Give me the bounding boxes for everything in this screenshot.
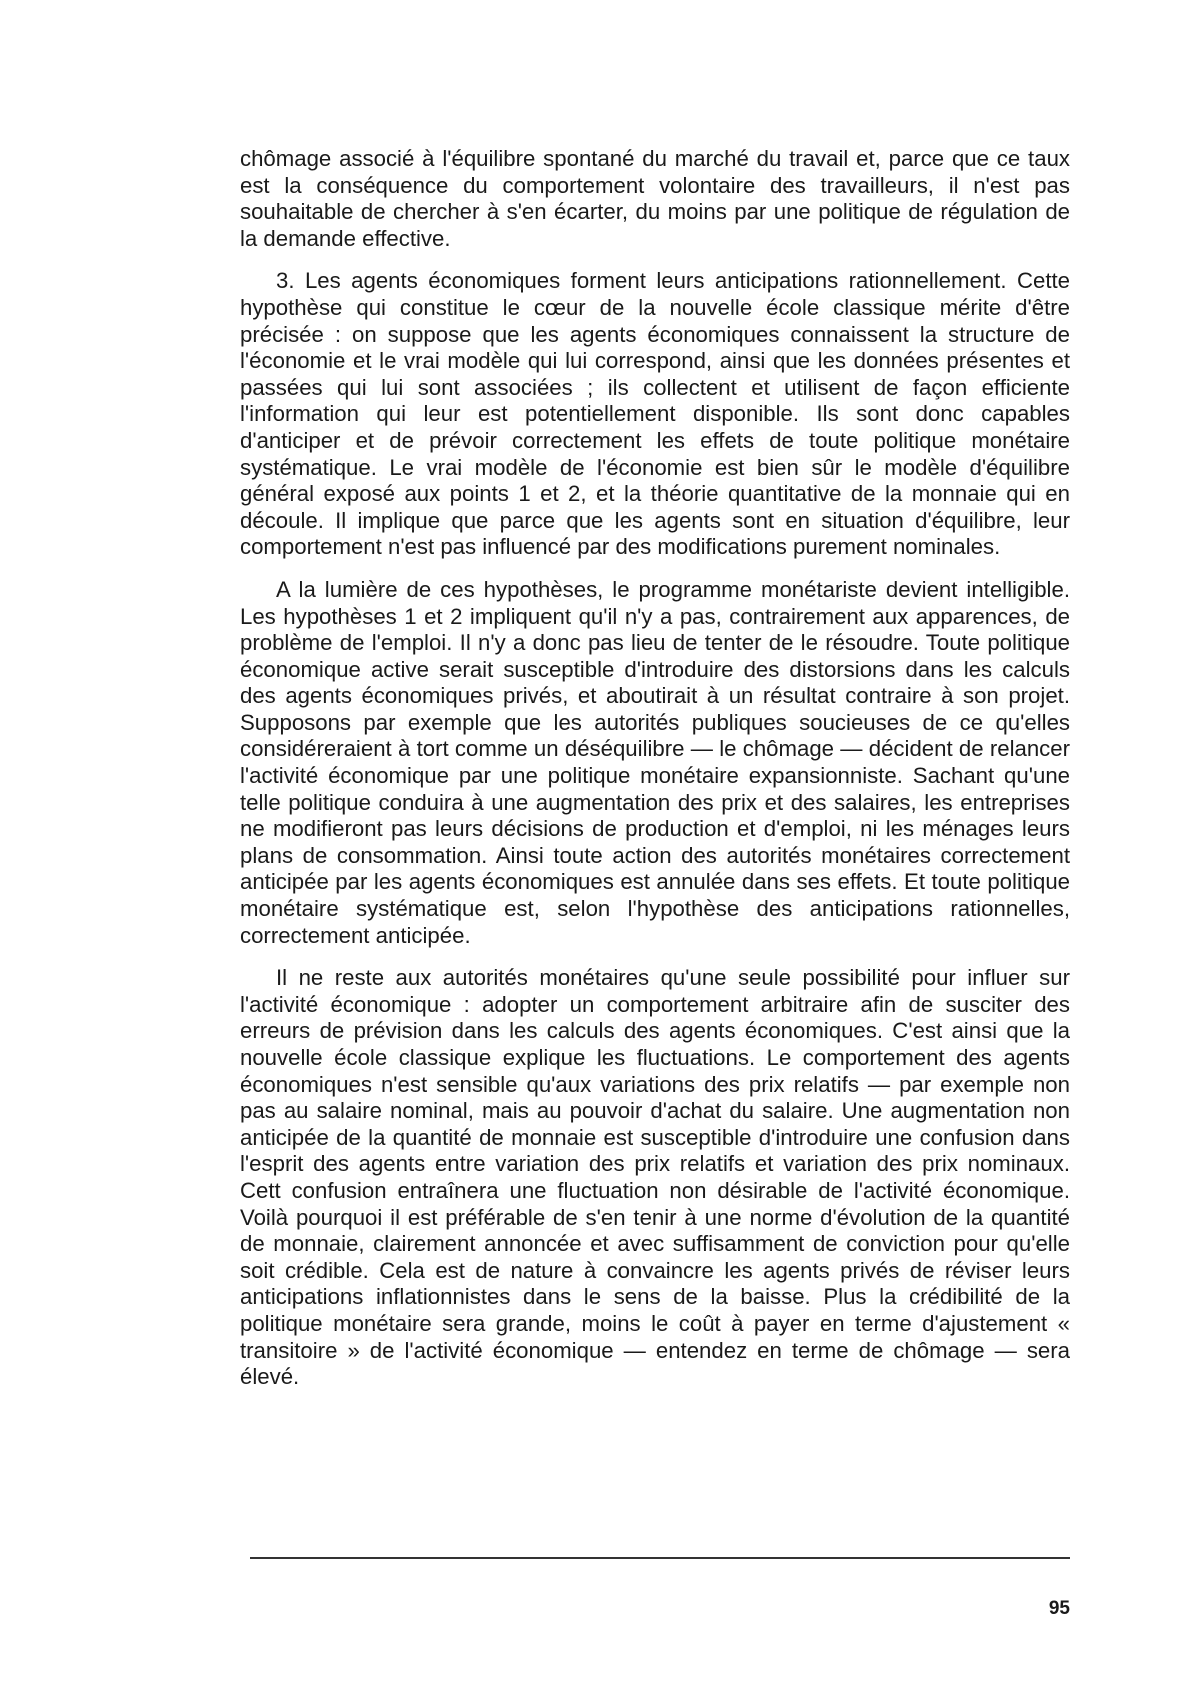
paragraph-monetary-authorities: Il ne reste aux autorités monétaires qu'une seule possibilité pour influer sur l'activité économique : adopter un comportement arbitraire afin de susciter des erreurs de prévision dans les calculs des agents économiques. C'est ainsi que la nouvelle école classique explique les fluctuations. Le comportement des agents économiques n'est sensible qu'aux variations des prix relatifs — par exemple non pas au salaire nominal, mais au pouvoir d'achat du salaire. Une augmentation non anticipée de la quantité de monnaie est susceptible d'introduire une confusion dans l'esprit des agents entre variation des prix relatifs et variation des prix nominaux. Cett confusion entraînera une fluctuation non désirable de l'activité économique. Voilà pourquoi il est préférable de s'en tenir à une norme d'évolution de la quantité de monnaie, clairement annoncée et avec suffisamment de conviction pour qu'elle soit crédible. Cela est de nature à convaincre les agents privés de réviser leurs anticipations inflationnistes dans le sens de la baisse. Plus la crédibilité de la politique monétaire sera grande, moins le coût à payer en terme d'ajustement « transitoire » de l'activité économique — entendez en terme de chômage — sera élevé. [240,965,1070,1390]
paragraph-continuation: chômage associé à l'équilibre spontané du marché du travail et, parce que ce taux est la conséquence du comportement volontaire des travailleurs, il n'est pas souhaitable de chercher à s'en écarter, du moins par une politique de régulation de la demande effective. [240,146,1070,251]
page-body [240,146,1070,1407]
paragraph-rational-expectations: 3. Les agents économiques forment leurs anticipations rationnellement. Cette hypothèse qui constitue le cœur de la nouvelle école classique mérite d'être précisée : on suppose que les agents économiques connaissent la structure de l'économie et le vrai modèle qui lui correspond, ainsi que les données présentes et passées qui lui sont associées ; ils collectent et utilisent de façon efficiente l'information qui leur est potentiellement disponible. Ils sont donc capables d'anticiper et de prévoir correctement les effets de toute politique monétaire systématique. Le vrai modèle de l'économie est bien sûr le modèle d'équilibre général exposé aux points 1 et 2, et la théorie quantitative de la monnaie qui en découle. Il implique que parce que les agents sont en situation d'équilibre, leur comportement n'est pas influencé par des modifications purement nominales. [240,268,1070,560]
footer-divider [250,1557,1070,1559]
page-number: 95 [1048,1598,1070,1619]
paragraph-monetarist-program: A la lumière de ces hypothèses, le programme monétariste devient intelligible. Les hypothèses 1 et 2 impliquent qu'il n'y a pas, contrairement aux apparences, de problème de l'emploi. Il n'y a donc pas lieu de tenter de le résoudre. Toute politique économique active serait susceptible d'introduire des distorsions dans les calculs des agents économiques privés, et aboutirait à un résultat contraire à son projet. Supposons par exemple que les autorités publiques soucieuses de ce qu'elles considéreraient à tort comme un déséquilibre — le chômage — décident de relancer l'activité économique par une politique monétaire expansionniste. Sachant qu'une telle politique conduira à une augmentation des prix et des salaires, les entreprises ne modifieront pas leurs décisions de production et d'emploi, ni les ménages leurs plans de consommation. Ainsi toute action des autorités monétaires correctement anticipée par les agents économiques est annulée dans ses effets. Et toute politique monétaire systématique est, selon l'hypothèse des anticipations rationnelles, correctement anticipée. [240,576,1070,948]
